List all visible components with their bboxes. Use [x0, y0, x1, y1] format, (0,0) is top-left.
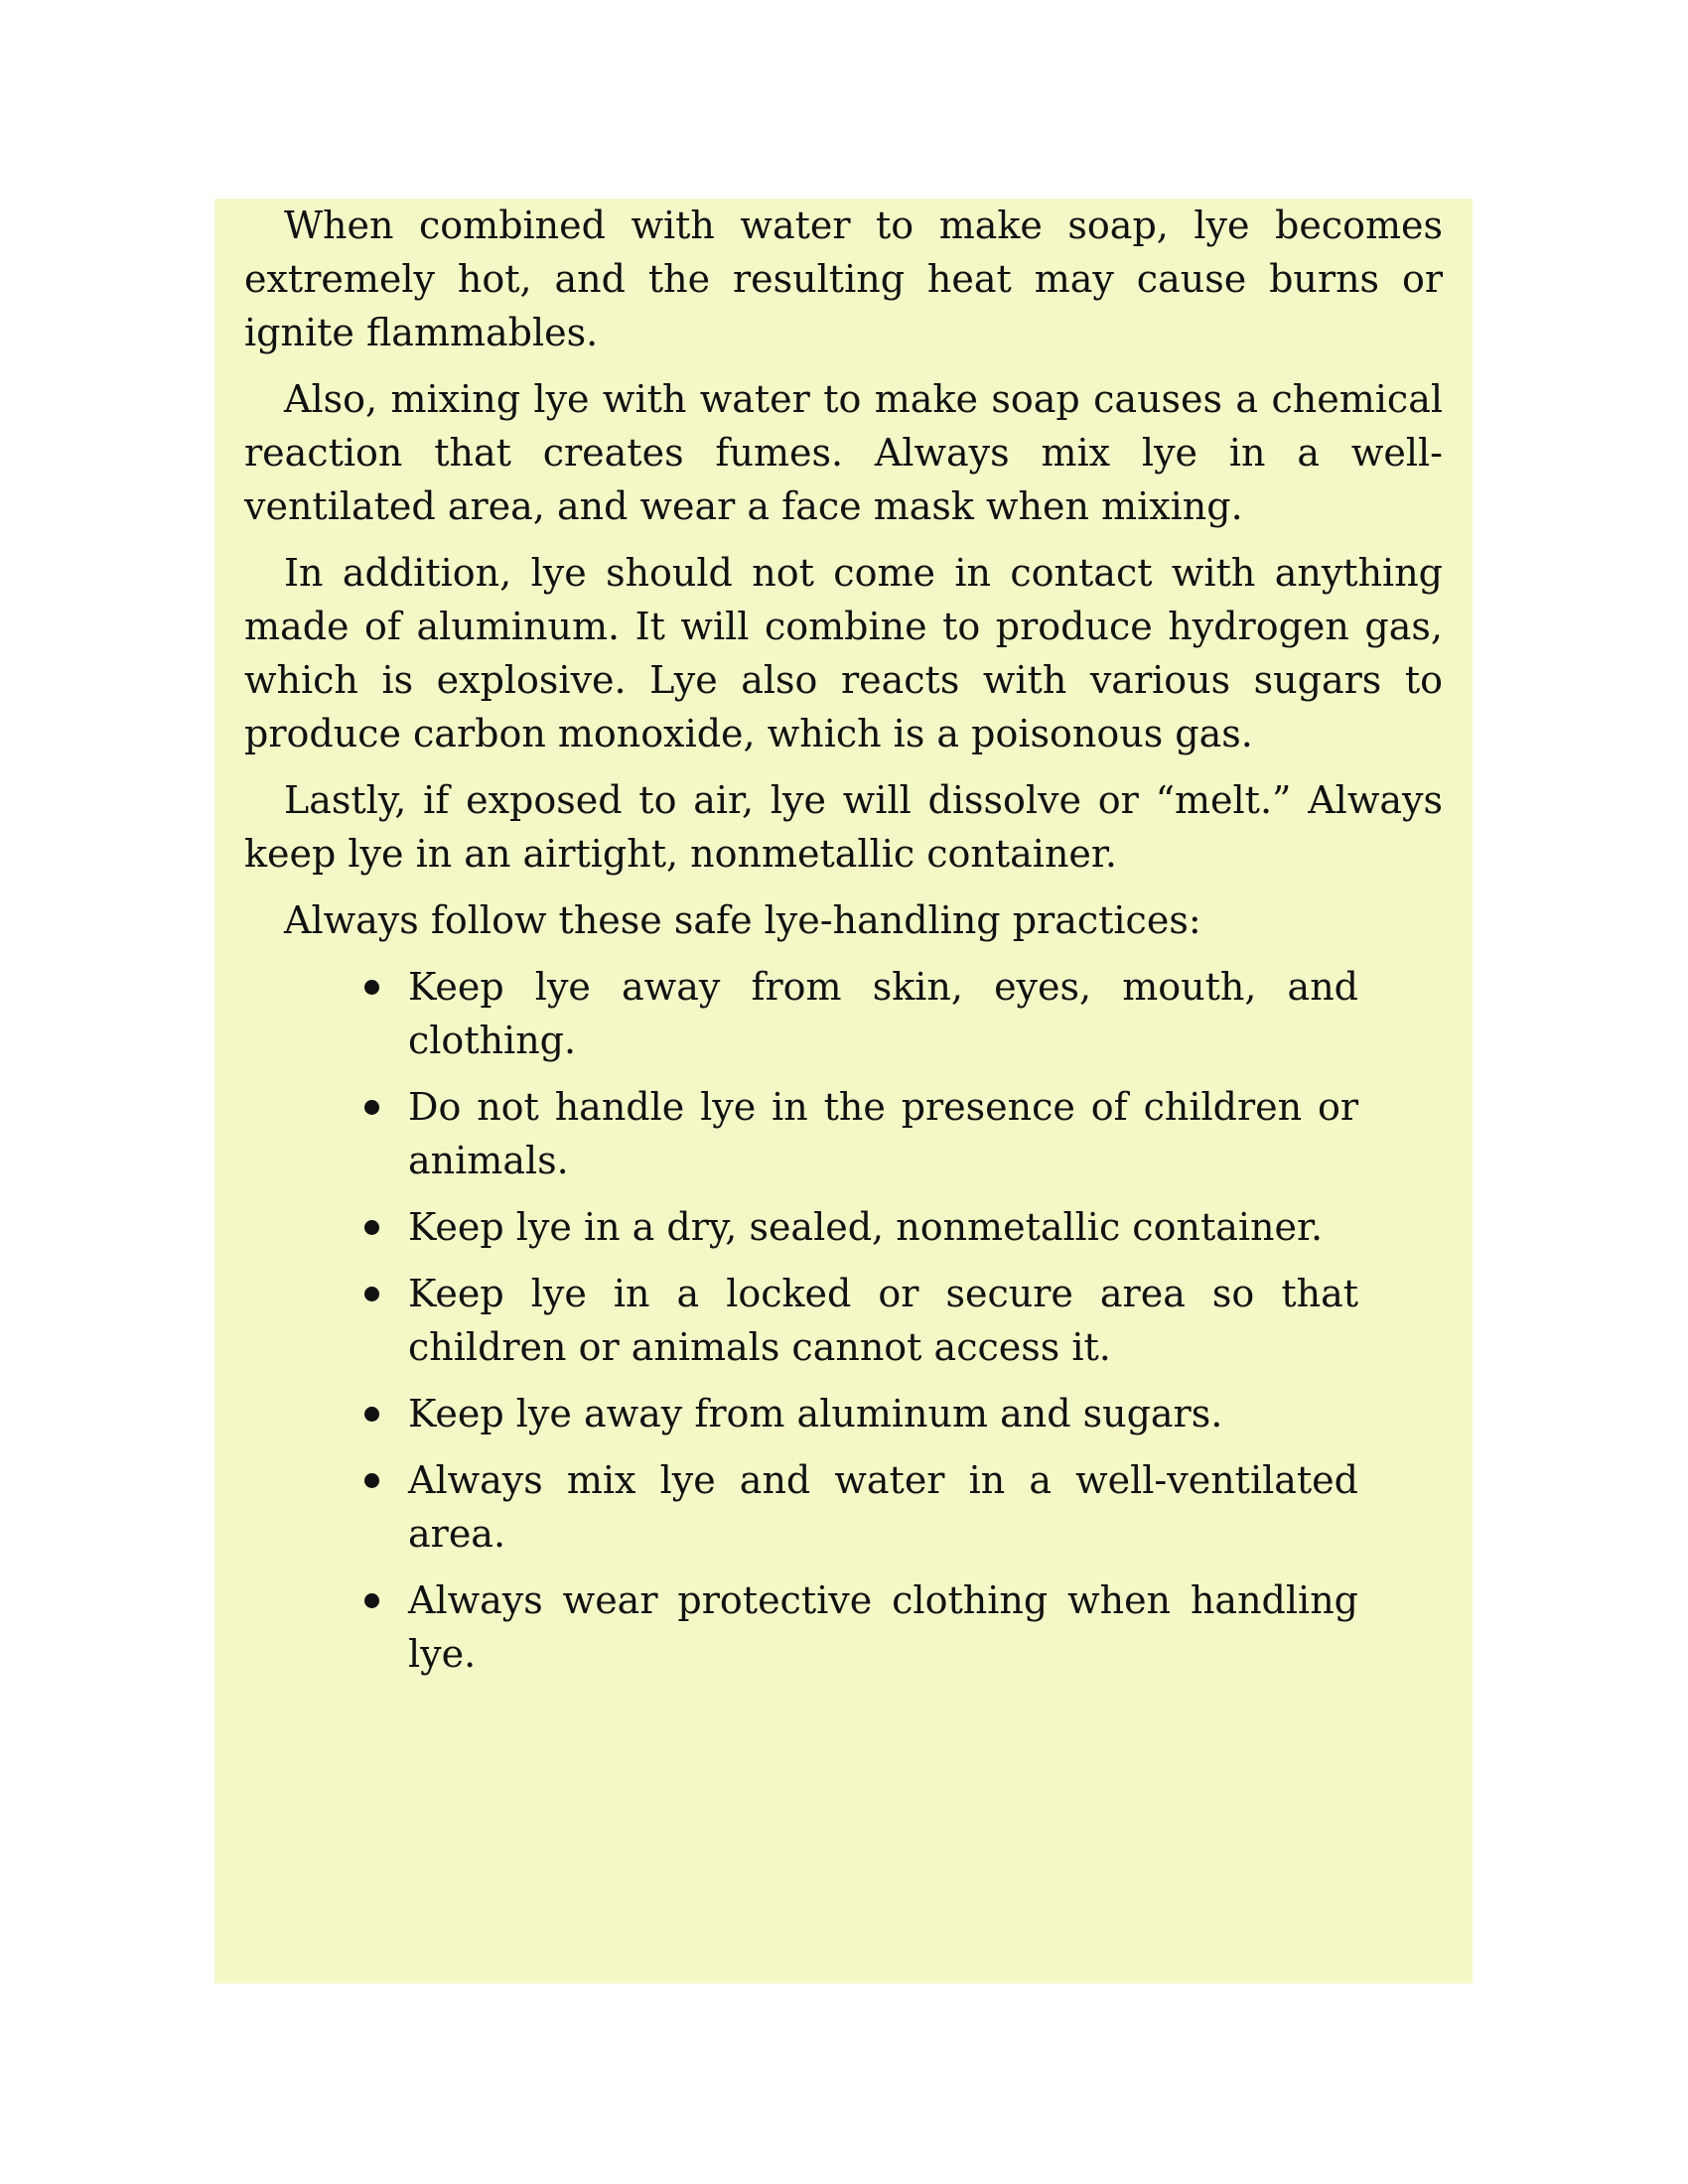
paragraph-air-exposure-warning: Lastly, if exposed to air, lye will dissolve or “melt.” Always keep lye in an airtight, nonmetallic container.: [244, 778, 1443, 876]
list-item-text: Keep lye in a locked or secure area so that children or animals cannot access it.: [408, 1272, 1358, 1369]
list-item: [408, 960, 1358, 1067]
bullet-icon: [364, 1593, 379, 1608]
bullet-icon: [364, 1473, 379, 1488]
bullet-icon: [364, 980, 379, 995]
list-item: [408, 1573, 1358, 1681]
safe-practices-list: [244, 960, 1443, 1681]
list-item: [408, 1267, 1358, 1374]
list-intro: Always follow these safe lye-handling practices:: [284, 898, 1201, 942]
paragraph-aluminum-warning: In addition, lye should not come in contact with anything made of aluminum. It will combine to produce hydrogen gas, which is explosive. Lye also reacts with various sugars to produce carbon monoxide, which is a poisonous gas.: [244, 551, 1443, 755]
page-content-panel: [214, 199, 1473, 1983]
bullet-icon: [364, 1220, 379, 1235]
bullet-icon: [364, 1287, 379, 1301]
list-item-text: Always wear protective clothing when handling lye.: [408, 1578, 1358, 1676]
list-item: [408, 1387, 1358, 1440]
list-item: [408, 1200, 1358, 1254]
list-item-text: Do not handle lye in the presence of children or animals.: [408, 1085, 1358, 1182]
list-item-text: Keep lye away from skin, eyes, mouth, and clothing.: [408, 965, 1358, 1062]
list-item-text: Always mix lye and water in a well-ventilated area.: [408, 1458, 1358, 1556]
list-item: [408, 1453, 1358, 1561]
list-item-text: Keep lye in a dry, sealed, nonmetallic container.: [408, 1205, 1324, 1249]
paragraph-heat-warning: When combined with water to make soap, lye becomes extremely hot, and the resulting heat may cause burns or ignite flammables.: [244, 204, 1443, 354]
bullet-icon: [364, 1407, 379, 1422]
bullet-icon: [364, 1100, 379, 1115]
document-body: [244, 199, 1443, 1681]
list-item: [408, 1080, 1358, 1187]
paragraph-fumes-warning: Also, mixing lye with water to make soap causes a chemical reaction that creates fumes. Always mix lye in a well-ventilated area, and wear a face mask when mixing.: [244, 377, 1443, 528]
list-item-text: Keep lye away from aluminum and sugars.: [408, 1392, 1223, 1435]
